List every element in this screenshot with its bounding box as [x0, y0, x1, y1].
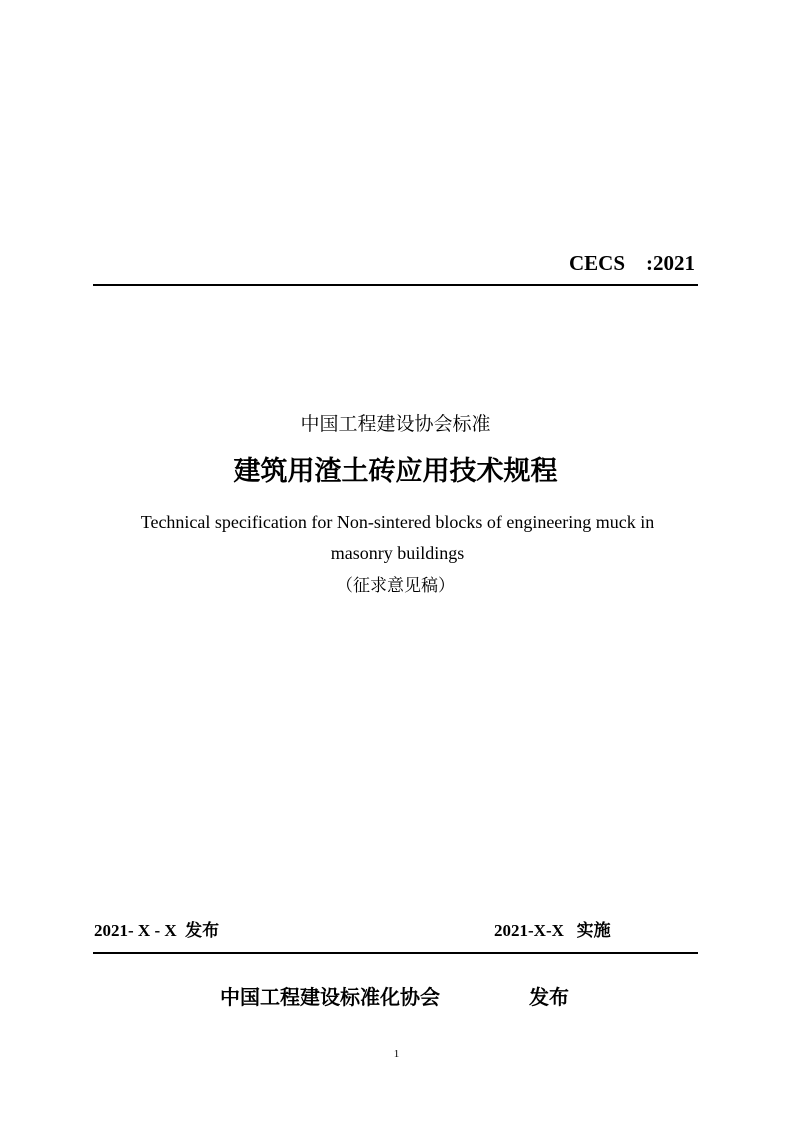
implement-label: 实施 [576, 921, 611, 941]
implement-date: 2021-X-X [494, 921, 564, 940]
issue-label: 发布 [185, 921, 220, 941]
issue-date-group [94, 918, 219, 944]
draft-status: （征求意见稿） [336, 576, 455, 596]
association-standard-label: 中国工程建设协会标准 [300, 413, 491, 435]
title-en-line-1: Technical specification for Non-sintered blocks of engineering muck in [140, 512, 655, 532]
bottom-divider [93, 952, 698, 954]
implement-date-group [494, 918, 611, 944]
standard-code: CECS :2021 [568, 251, 695, 275]
document-title-en [110, 507, 685, 569]
top-divider [93, 284, 698, 286]
publisher-name: 中国工程建设标准化协会 [220, 985, 440, 1009]
issue-date: 2021- X - X [94, 921, 177, 940]
page-number: 1 [393, 1048, 400, 1060]
document-title-zh: 建筑用渣土砖应用技术规程 [233, 456, 558, 487]
publisher-action: 发布 [529, 985, 569, 1009]
title-en-line-2: masonry buildings [330, 543, 465, 563]
